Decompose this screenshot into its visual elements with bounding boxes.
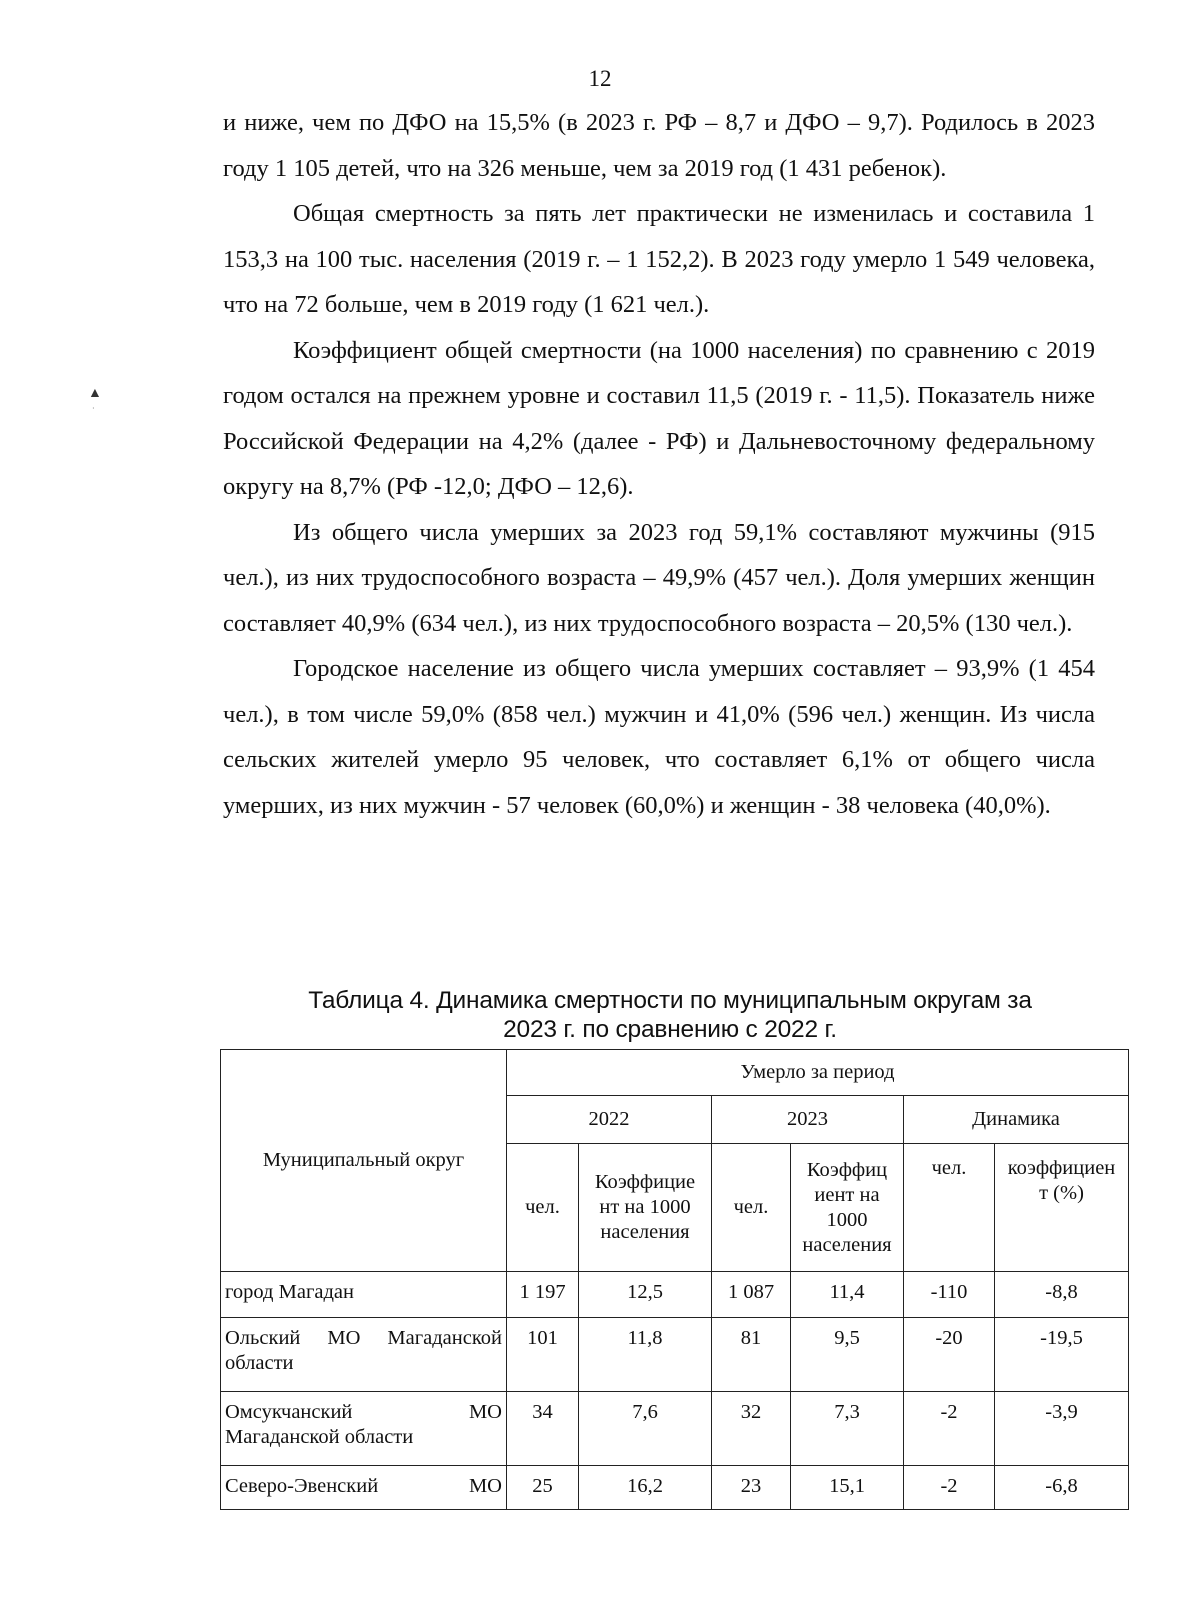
table-caption-line-1: Таблица 4. Динамика смертности по муниципальным округам за bbox=[308, 987, 1032, 1014]
table-caption-line-2: 2023 г. по сравнению с 2022 г. bbox=[503, 1016, 837, 1043]
row-district-name-part: Северо-Эвенский bbox=[225, 1475, 379, 1497]
row-persons-2022: 25 bbox=[507, 1466, 579, 1510]
row-persons-2022: 1 197 bbox=[507, 1272, 579, 1318]
header-died-period: Умерло за период bbox=[507, 1050, 1129, 1096]
row-coef-2023: 15,1 bbox=[791, 1466, 904, 1510]
scan-artifact-mark: ▲ bbox=[88, 386, 102, 401]
page-number: 12 bbox=[588, 66, 612, 91]
row-dyn-coef: -19,5 bbox=[995, 1318, 1129, 1392]
row-district-name-part: Омсукчанский bbox=[225, 1401, 353, 1423]
row-district-name: город Магадан bbox=[221, 1272, 507, 1318]
paragraph-3: Коэффициент общей смертности (на 1000 населения) по сравнению с 2019 годом остался на прежнем уровне и составил 11,5 (2019 г. - 11,5). Показатель ниже Российской Федерации на 4,2% (далее - РФ) и Дальневосточному федеральному округу на 8,7% (РФ -12,0; ДФО – 12,6). bbox=[223, 336, 1095, 500]
row-dyn-coef: -3,9 bbox=[995, 1392, 1129, 1466]
row-dyn-persons: -20 bbox=[904, 1318, 995, 1392]
scan-artifact-dot: · bbox=[92, 404, 95, 413]
mortality-table bbox=[220, 1049, 1129, 1510]
header-persons-2023: чел. bbox=[712, 1144, 791, 1272]
paragraph-1: и ниже, чем по ДФО на 15,5% (в 2023 г. РФ – 8,7 и ДФО – 9,7). Родилось в 2023 году 1 105 детей, что на 326 меньше, чем за 2019 год (1 431 ребенок). bbox=[223, 109, 1095, 182]
row-coef-2023: 7,3 bbox=[791, 1392, 904, 1466]
row-persons-2023: 1 087 bbox=[712, 1272, 791, 1318]
row-coef-2022: 12,5 bbox=[579, 1272, 712, 1318]
body-text bbox=[223, 100, 1095, 828]
header-year-2022: 2022 bbox=[507, 1096, 712, 1144]
row-dyn-coef: -6,8 bbox=[995, 1466, 1129, 1510]
row-dyn-persons: -2 bbox=[904, 1466, 995, 1510]
header-dyn-coef: коэффициен т (%) bbox=[995, 1144, 1129, 1272]
header-year-2023: 2023 bbox=[712, 1096, 904, 1144]
table-row bbox=[221, 1318, 1129, 1392]
row-district-name: Ольский МО Магаданской области bbox=[221, 1318, 507, 1392]
header-district: Муниципальный округ bbox=[221, 1050, 507, 1272]
row-persons-2022: 34 bbox=[507, 1392, 579, 1466]
row-coef-2022: 7,6 bbox=[579, 1392, 712, 1466]
row-district-name bbox=[221, 1466, 507, 1510]
row-coef-2023: 9,5 bbox=[791, 1318, 904, 1392]
row-coef-2023: 11,4 bbox=[791, 1272, 904, 1318]
header-dyn-persons: чел. bbox=[904, 1144, 995, 1272]
header-coef-2022: Коэффицие нт на 1000 населения bbox=[579, 1144, 712, 1272]
table-row bbox=[221, 1272, 1129, 1318]
paragraph-2: Общая смертность за пять лет практически не изменилась и составила 1 153,3 на 100 тыс. населения (2019 г. – 1 152,2). В 2023 году умерло 1 549 человека, что на 72 больше, чем в 2019 году (1 621 чел.). bbox=[223, 200, 1095, 318]
header-persons-2022: чел. bbox=[507, 1144, 579, 1272]
table-row bbox=[221, 1466, 1129, 1510]
row-persons-2023: 32 bbox=[712, 1392, 791, 1466]
row-district-name-part: МО bbox=[468, 1401, 502, 1423]
row-persons-2023: 81 bbox=[712, 1318, 791, 1392]
row-persons-2022: 101 bbox=[507, 1318, 579, 1392]
row-district-name-part: Магаданской области bbox=[225, 1426, 414, 1448]
header-dynamics: Динамика bbox=[904, 1096, 1129, 1144]
row-coef-2022: 11,8 bbox=[579, 1318, 712, 1392]
row-district-name-part: МО bbox=[468, 1475, 502, 1497]
row-dyn-persons: -110 bbox=[904, 1272, 995, 1318]
table-caption bbox=[250, 986, 1090, 1044]
paragraph-5: Городское население из общего числа умерших составляет – 93,9% (1 454 чел.), в том числе 59,0% (858 чел.) мужчин и 41,0% (596 чел.) женщин. Из числа сельских жителей умерло 95 человек, что составляет 6,1% от общего числа умерших, из них мужчин - 57 человек (60,0%) и женщин - 38 человека (40,0%). bbox=[223, 655, 1095, 819]
row-coef-2022: 16,2 bbox=[579, 1466, 712, 1510]
table-row bbox=[221, 1392, 1129, 1466]
paragraph-4: Из общего числа умерших за 2023 год 59,1% составляют мужчины (915 чел.), из них трудоспособного возраста – 49,9% (457 чел.). Доля умерших женщин составляет 40,9% (634 чел.), из них трудоспособного возраста – 20,5% (130 чел.). bbox=[223, 518, 1095, 637]
header-coef-2023: Коэффиц иент на 1000 населения bbox=[791, 1144, 904, 1272]
row-dyn-coef: -8,8 bbox=[995, 1272, 1129, 1318]
row-persons-2023: 23 bbox=[712, 1466, 791, 1510]
row-dyn-persons: -2 bbox=[904, 1392, 995, 1466]
row-district-name bbox=[221, 1392, 507, 1466]
